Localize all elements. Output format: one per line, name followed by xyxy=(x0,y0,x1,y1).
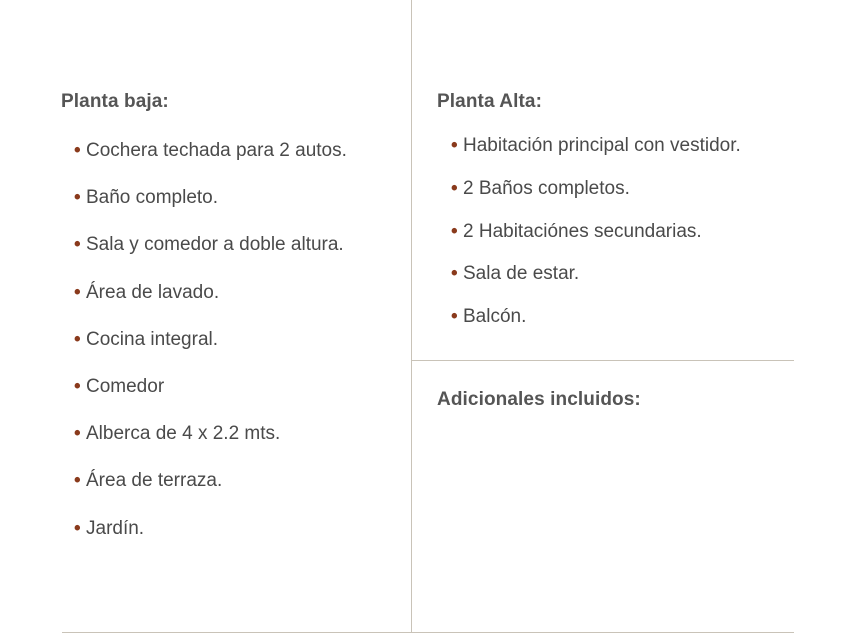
item-text: Comedor xyxy=(86,375,165,397)
bullet-icon: • xyxy=(74,517,81,539)
list-item xyxy=(74,470,347,517)
section-divider xyxy=(411,360,794,361)
bullet-icon: • xyxy=(74,187,81,209)
item-text: Sala de estar. xyxy=(463,263,580,285)
list-item xyxy=(451,178,741,221)
bullet-icon: • xyxy=(74,423,81,445)
item-text: Sala y comedor a doble altura. xyxy=(86,234,344,256)
list-item xyxy=(74,282,347,329)
column-divider xyxy=(411,0,412,632)
item-text: Habitación principal con vestidor. xyxy=(463,135,741,156)
list-item xyxy=(74,423,347,470)
list-item xyxy=(74,140,347,187)
bottom-divider xyxy=(62,632,794,633)
list-item xyxy=(74,234,347,281)
item-text: Balcón. xyxy=(463,306,527,328)
item-text: Área de lavado. xyxy=(86,281,220,303)
planta-baja-heading: Planta baja: xyxy=(61,91,169,112)
adicionales-heading: Adicionales incluidos: xyxy=(437,389,641,410)
bullet-icon: • xyxy=(451,177,458,199)
list-item xyxy=(451,221,741,264)
bullet-icon: • xyxy=(451,263,458,285)
bullet-icon: • xyxy=(451,220,458,242)
item-text: Cochera techada para 2 autos. xyxy=(86,140,347,161)
bullet-icon: • xyxy=(451,135,458,156)
bullet-icon: • xyxy=(74,281,81,303)
item-text: 2 Baños completos. xyxy=(463,177,630,199)
list-item xyxy=(451,263,741,306)
item-text: Cocina integral. xyxy=(86,328,219,350)
list-item xyxy=(74,518,347,565)
bullet-icon: • xyxy=(74,140,81,161)
bullet-icon: • xyxy=(74,470,81,492)
item-text: 2 Habitaciónes secundarias. xyxy=(463,220,702,242)
item-text: Alberca de 4 x 2.2 mts. xyxy=(86,423,281,445)
planta-baja-list xyxy=(74,140,347,565)
item-text: Jardín. xyxy=(86,517,145,539)
bullet-icon: • xyxy=(74,234,81,256)
item-text: Baño completo. xyxy=(86,187,219,209)
bullet-icon: • xyxy=(451,306,458,328)
bullet-icon: • xyxy=(74,328,81,350)
planta-alta-list xyxy=(451,135,741,349)
list-item xyxy=(74,187,347,234)
planta-alta-heading: Planta Alta: xyxy=(437,91,543,112)
list-item xyxy=(74,376,347,423)
bullet-icon: • xyxy=(74,375,81,397)
item-text: Área de terraza. xyxy=(86,470,223,492)
list-item xyxy=(451,135,741,178)
list-item xyxy=(451,306,741,349)
list-item xyxy=(74,329,347,376)
